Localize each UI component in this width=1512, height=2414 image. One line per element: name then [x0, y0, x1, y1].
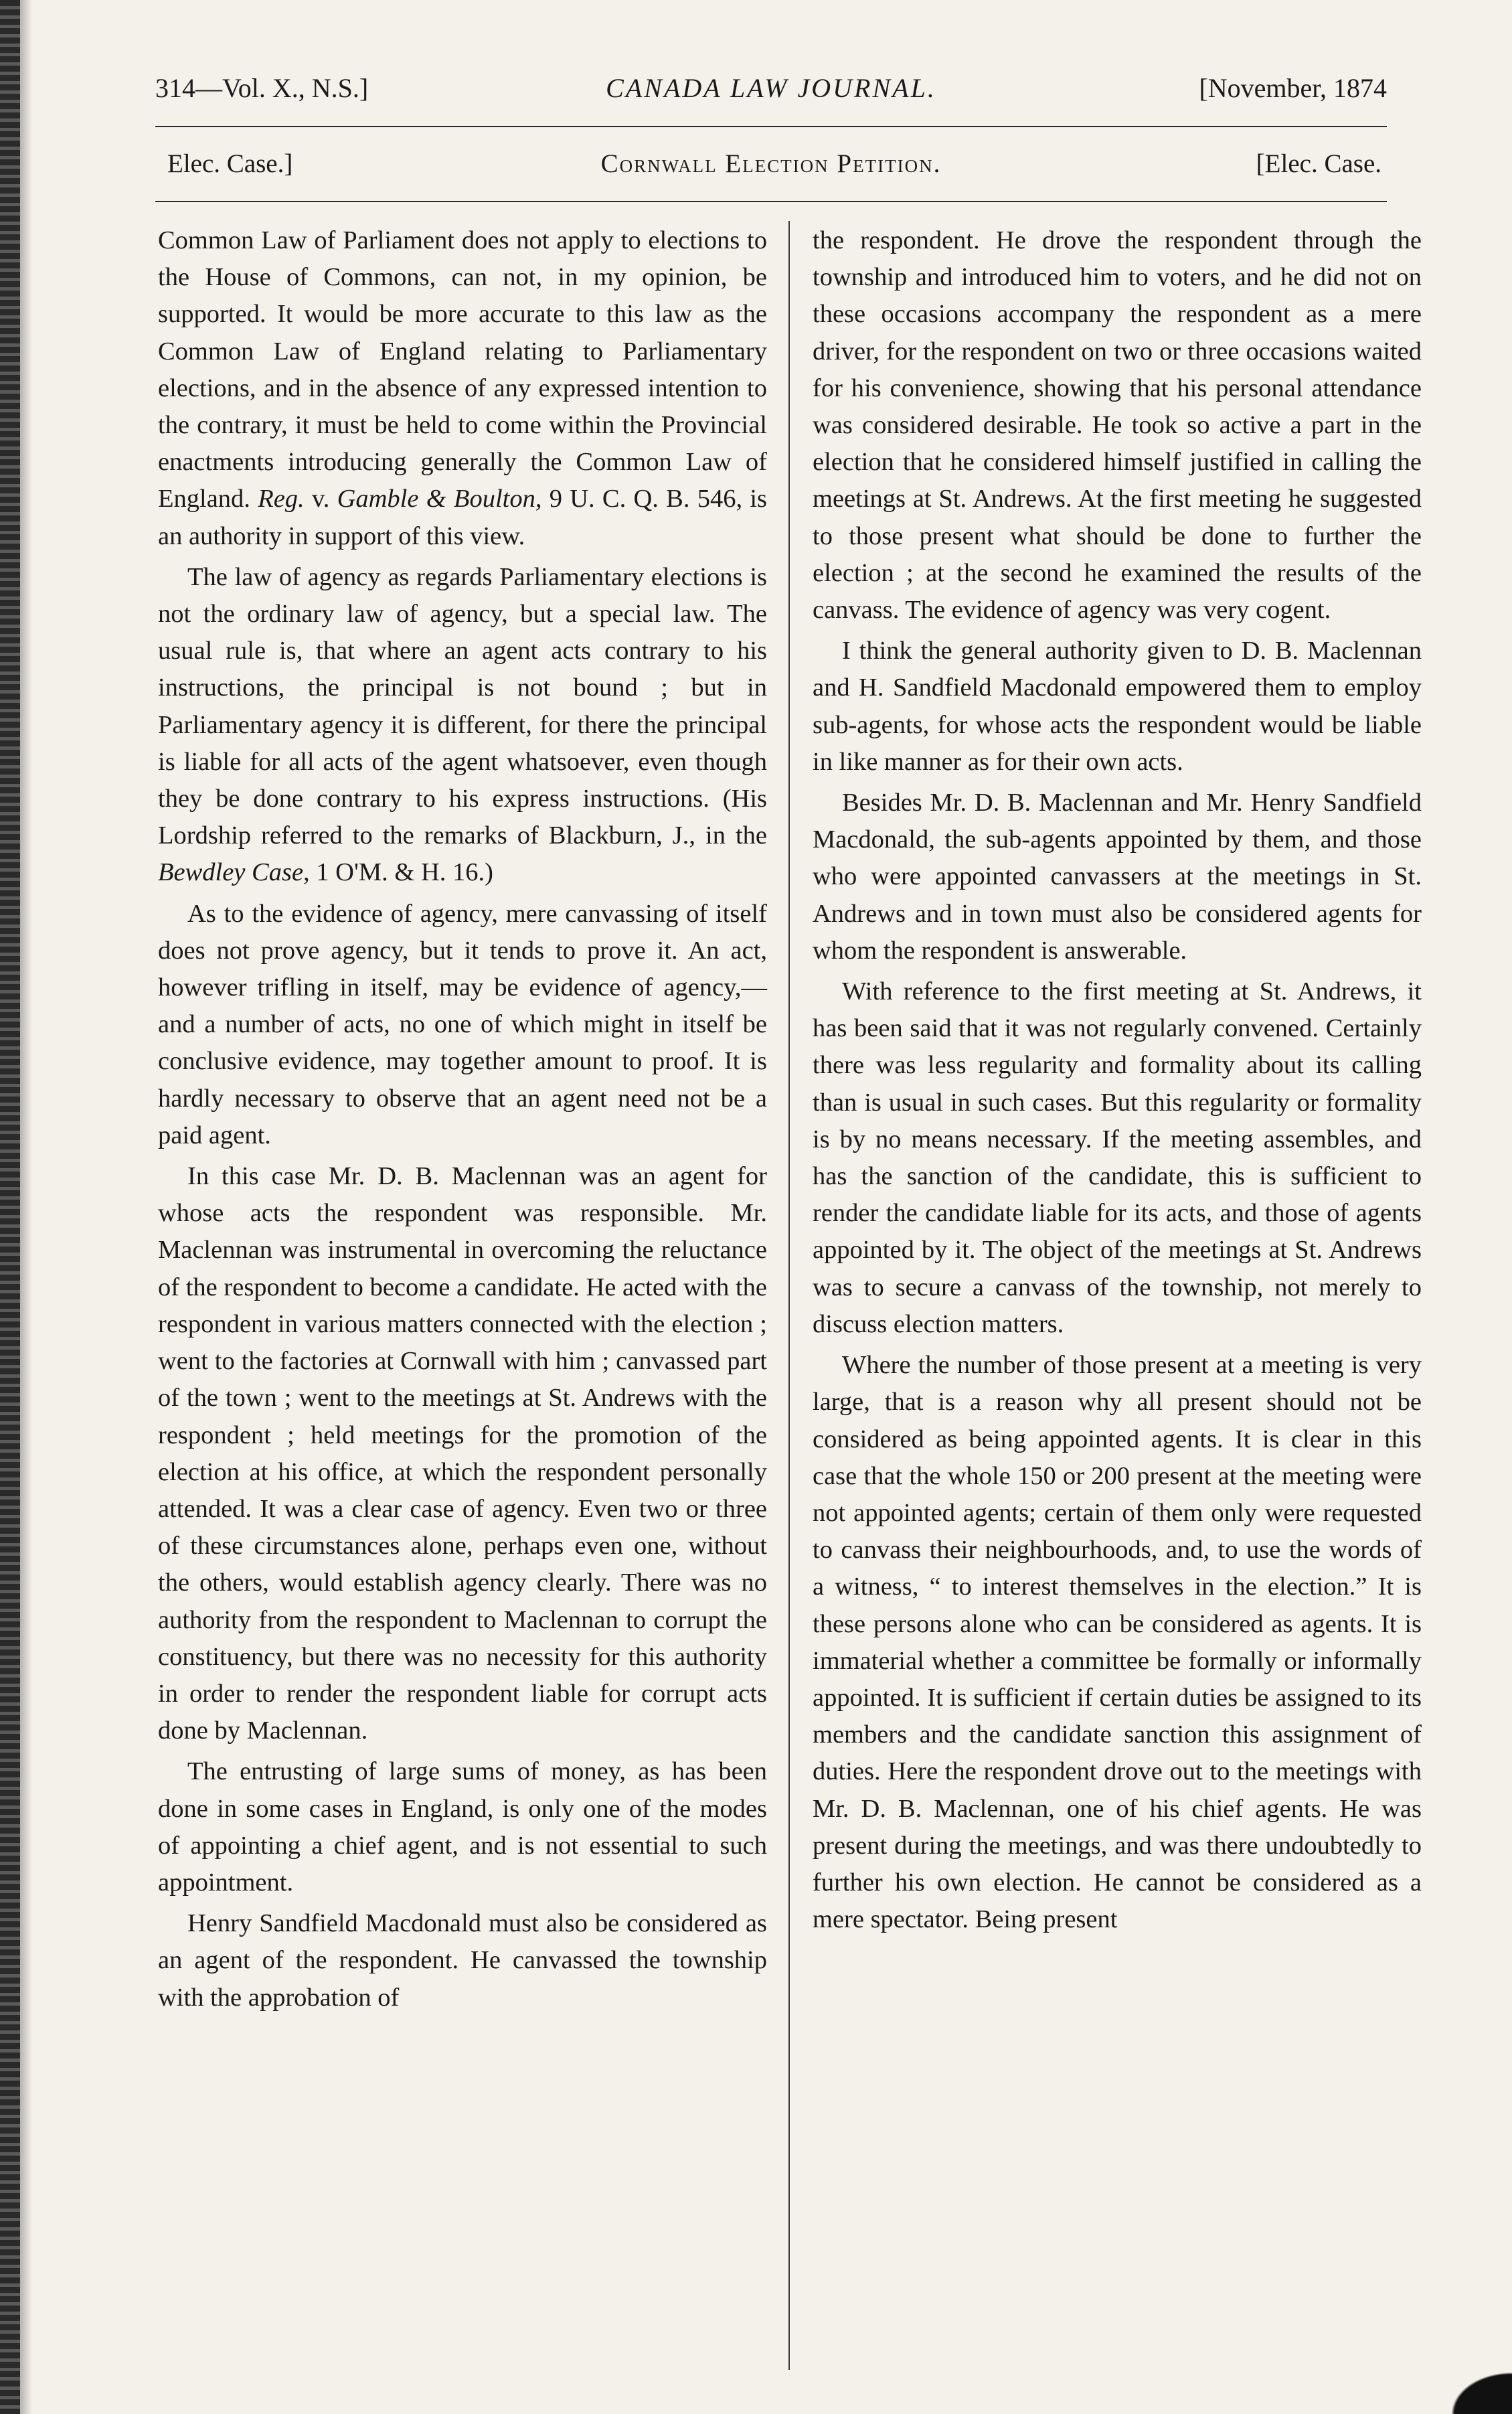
paragraph: I think the general authority given to D. B. Maclennan and H. Sandfield Macdonald empowered them to employ sub-agents, for whose acts the respondent would be liable in like manner as for their own acts.: [813, 637, 1422, 776]
gutter-shadow: [20, 0, 32, 2414]
paragraph: The entrusting of large sums of money, as has been done in some cases in England, is only one of the modes of appointing a chief agent, and is not essential to such appointment.: [158, 1757, 767, 1897]
column-divider: [788, 221, 790, 2370]
versus-text: v.: [304, 485, 337, 513]
right-column: [813, 222, 1422, 1942]
paragraph: With reference to the first meeting at St. Andrews, it has been said that it was not regularly convened. Certainly there was less regularity and formality about its calling than is usual in such cases. But this regularity or formality is by no means necessary. If the meeting assembles, and has the sanction of the candidate, this is sufficient to render the candidate liable for its acts, and those of agents appointed by it. The object of the meetings at St. Andrews was to secure a canvass of the township, not merely to discuss election matters.: [813, 977, 1422, 1338]
left-column: [158, 222, 767, 2020]
paragraph: As to the evidence of agency, mere canvassing of itself does not prove agency, but it tends to prove it. An act, however trifling in itself, may be evidence of agency,—and a number of acts, no one of which might in itself be conclusive evidence, may together amount to proof. It is hardly necessary to observe that an agent need not be a paid agent.: [158, 899, 767, 1149]
page-volume-label: 314—Vol. X., N.S.]: [155, 73, 369, 103]
case-category-right: [Elec. Case.: [1256, 149, 1381, 178]
page-corner-shadow: [1405, 2340, 1512, 2414]
paragraph: [158, 222, 767, 555]
running-head: [155, 72, 1387, 119]
paragraph-text: 9 U. C. Q. B. 546, is an authority in support of this view.: [158, 485, 768, 550]
case-citation: Bewdley Case,: [158, 858, 310, 887]
case-head: [155, 149, 1387, 189]
paragraph-text: The law of agency as regards Parliamentary elections is not the ordinary law of agency, but a special law. The usual rule is, that where an agent acts contrary to his instructions, the principal is not bound ; but in Parliamentary agency it is different, for there the principal is liable for all acts of the agent whatsoever, even though they be done contrary to his express instructions. (His Lordship referred to the remarks of Blackburn, J., in the: [158, 562, 767, 850]
paragraph: the respondent. He drove the respondent through the township and introduced him to voters, and he did not on these occasions accompany the respondent as a mere driver, for the respondent on two or three occasions waited for his convenience, showing that his personal attendance was considered desirable. He took so active a part in the election that he considered himself justified in calling the meetings at St. Andrews. At the first meeting he suggested to those present what should be done to further the election ; at the second he examined the results of the canvass. The evidence of agency was very cogent.: [813, 226, 1422, 625]
paragraph-text: Common Law of Parliament does not apply to elections to the House of Commons, can not, in my opinion, be supported. It would be more accurate to this law as the Common Law of England relating to Parliamentary elections, and in the absence of any expressed intention to the contrary, it must be held to come within the Provincial enactments introducing generally the Common Law of England.: [158, 226, 767, 513]
case-citation: Reg.: [258, 485, 305, 513]
paragraph: [158, 559, 767, 892]
case-category-left: Elec. Case.]: [167, 149, 293, 178]
paragraph: Besides Mr. D. B. Maclennan and Mr. Henry Sandfield Macdonald, the sub-agents appointed by them, and those who were appointed canvassers at the meetings in St. Andrews and in town must also be considered agents for whom the respondent is answerable.: [813, 789, 1422, 965]
binding-edge: [0, 0, 20, 2414]
case-title: Cornwall Election Petition.: [600, 149, 942, 178]
header-rule: [155, 126, 1387, 127]
case-head-rule: [155, 201, 1387, 202]
case-citation: Gamble & Boulton,: [337, 485, 542, 513]
paragraph: In this case Mr. D. B. Maclennan was an agent for whose acts the respondent was responsible. Mr. Maclennan was instrumental in overcoming the reluctance of the respondent to become a candidate. He acted with the respondent in various matters connected with the election ; went to the factories at Cornwall with him ; canvassed part of the town ; went to the meetings at St. Andrews with the respondent ; held meetings for the promotion of the election at his office, at which the respondent personally attended. It was a clear case of agency. Even two or three of these circumstances alone, perhaps even one, without the others, would establish agency clearly. There was no authority from the respondent to Maclennan to corrupt the constituency, but there was no necessity for this authority in order to render the respondent liable for corrupt acts done by Maclennan.: [158, 1162, 767, 1745]
paragraph: Where the number of those present at a meeting is very large, that is a reason why all present should not be considered as being appointed agents. It is clear in this case that the whole 150 or 200 present at the meeting were not appointed agents; certain of them only were requested to canvass their neighbourhoods, and, to use the words of a witness, “ to interest themselves in the election.” It is these persons alone who can be considered as agents. It is immaterial whether a committee be formally or informally appointed. It is sufficient if certain duties be assigned to its members and the candidate sanction this assignment of duties. Here the respondent drove out to the meetings with Mr. D. B. Maclennan, one of his chief agents. He was present during the meetings, and was there undoubtedly to further his own election. He cannot be considered as a mere spectator. Being present: [813, 1351, 1422, 1934]
journal-title: CANADA LAW JOURNAL.: [606, 73, 936, 103]
paragraph-text: 1 O'M. & H. 16.): [309, 858, 493, 887]
paragraph: Henry Sandfield Macdonald must also be considered as an agent of the respondent. He canvassed the township with the approbation of: [158, 1909, 767, 2012]
issue-date: [November, 1874: [1199, 73, 1387, 103]
